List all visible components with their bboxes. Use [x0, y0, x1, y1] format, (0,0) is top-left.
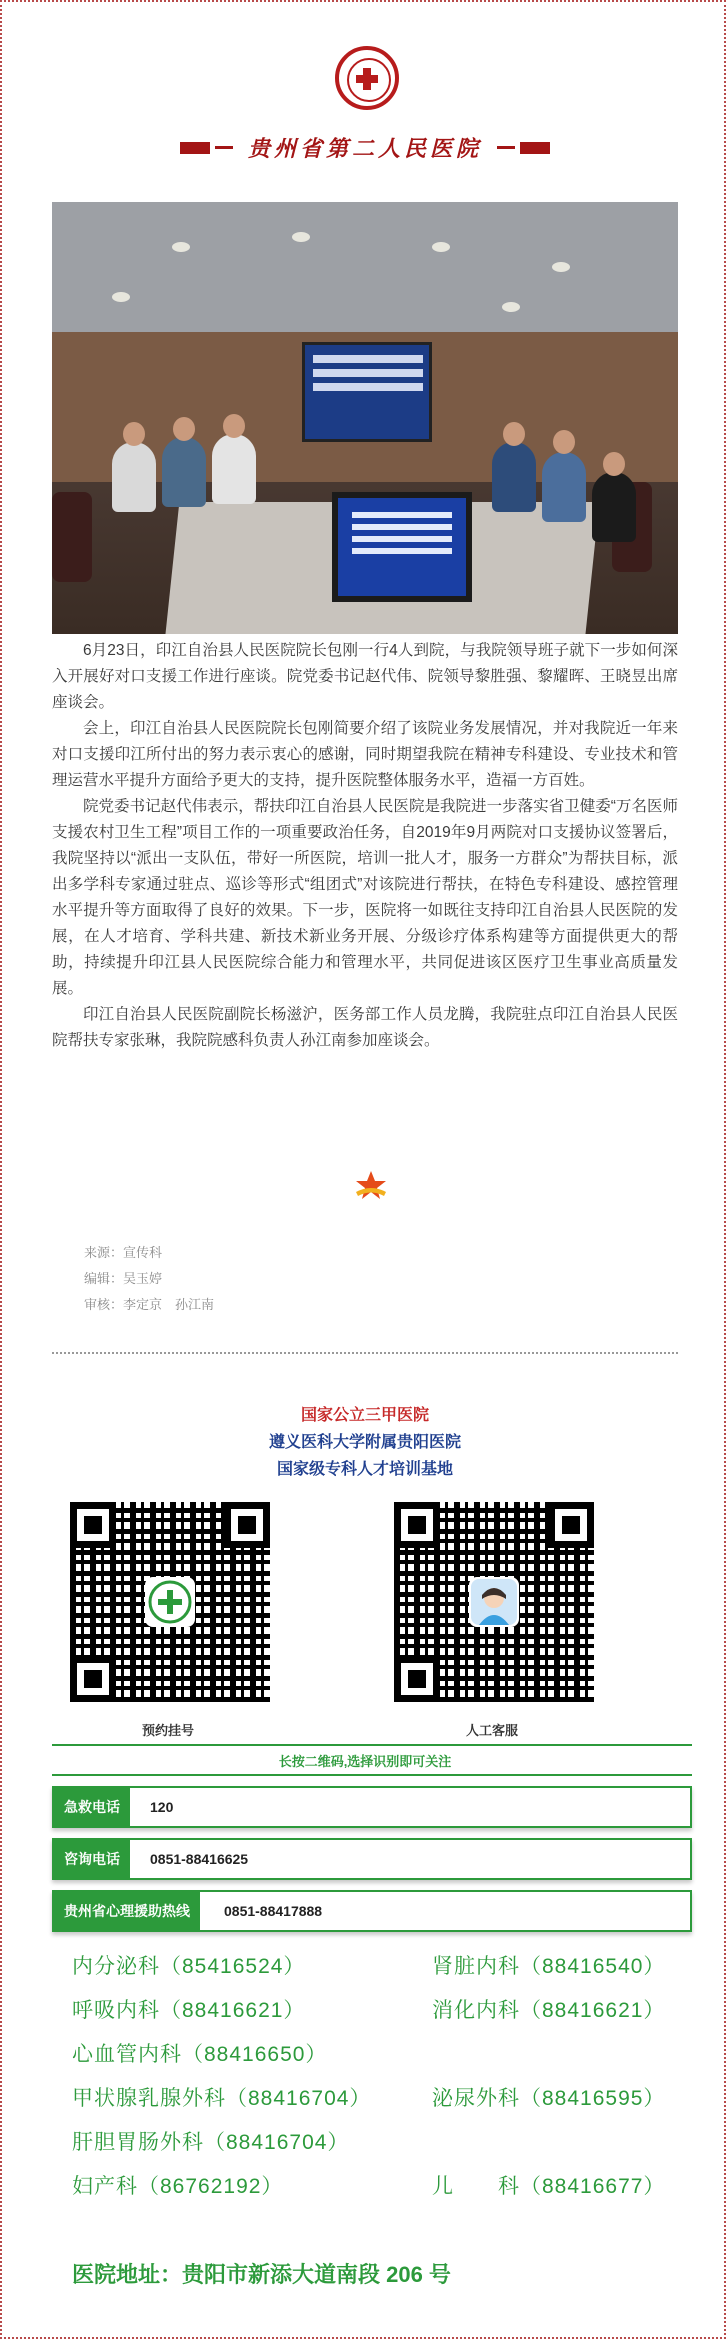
article-body — [52, 638, 678, 1054]
banner-right-line — [497, 146, 515, 149]
hospital-logo-icon — [145, 1577, 195, 1627]
qr-right-label: 人工客服 — [466, 1723, 519, 1738]
article-paragraph-4: 印江自治县人民医院副院长杨滋沪，医务部工作人员龙腾，我院驻点印江自治县人民医院帮扶专家张琳，我院院感科负责人孙江南参加座谈会。 — [52, 1006, 678, 1049]
dept-gastroenterology: 消化内科（88416621） — [432, 1999, 666, 2022]
phone-label: 咨询电话 — [54, 1840, 130, 1878]
green-rule-top — [52, 1744, 692, 1746]
dept-urology: 泌尿外科（88416595） — [432, 2087, 666, 2110]
phone-label: 贵州省心理援助热线 — [54, 1892, 200, 1930]
tagline-tier: 国家公立三甲医院 — [300, 1407, 429, 1424]
qr-left-label: 预约挂号 — [142, 1723, 195, 1738]
hospital-logo — [335, 46, 399, 110]
article-paragraph-3: 院党委书记赵代伟表示，帮扶印江自治县人民医院是我院进一步落实省卫健委“万名医师支援农村卫生工程”项目工作的一项重要政治任务，自2019年9月两院对口支援协议签署后，我院坚持以“派出一支队伍，带好一所医院，培训一批人才，服务一方群众”为帮扶目标，派出多学科专家通过驻点、巡诊等形式“组团式”对该院进行帮扶，在特色专科建设、感控管理水平提升等方面取得了良好的效果。下一步，医院将一如既往支持印江自治县人民医院的发展，在人才培育、学科共建、新技术新业务开展、分级诊疗体系构建等方面提供更大的帮助，持续提升印江县人民医院综合能力和管理水平，共同促进该区医疗卫生事业高质量发展。 — [52, 798, 678, 997]
dept-pediatrics: 儿 科（88416677） — [432, 2175, 666, 2198]
article-paragraph-1: 6月23日，印江自治县人民医院院长包刚一行4人到院，与我院领导班子就下一步如何深入开展好对口支援工作进行座谈。院党委书记赵代伟、院领导黎胜强、黎耀晖、王晓昱出席座谈会。 — [52, 642, 678, 711]
credit-editor: 编辑：吴玉婷 — [84, 1271, 163, 1286]
article-paragraph-2: 会上，印江自治县人民医院院长包刚简要介绍了该院业务发展情况，并对我院近一年来对口支援印江所付出的努力表示衷心的感谢，同时期望我院在精神专科建设、专业技术和管理运营水平提升方面给予更大的支持，提升医院整体服务水平，造福一方百姓。 — [52, 720, 678, 789]
meeting-photo — [52, 202, 678, 634]
star-icon — [354, 1170, 388, 1200]
phone-row-emergency[interactable] — [52, 1786, 692, 1828]
phone-row-psych-hotline[interactable] — [52, 1890, 692, 1932]
hospital-address: 医院地址：贵阳市新添大道南段 206 号 — [72, 2262, 451, 2287]
credit-reviewer: 审核：李定京 孙江南 — [84, 1297, 215, 1312]
banner-left-line — [215, 146, 233, 149]
tagline-training-base: 国家级专科人才培训基地 — [276, 1461, 453, 1478]
appointment-qr-code[interactable] — [70, 1502, 270, 1702]
banner-right-bar — [520, 142, 550, 154]
hospital-name: 贵州省第二人民医院 — [247, 136, 482, 162]
qr-hint: 长按二维码,选择识别即可关注 — [278, 1754, 452, 1769]
credits — [84, 1240, 214, 1318]
hospital-banner — [2, 132, 726, 162]
dept-obstetrics-gynecology: 妇产科（86762192） — [72, 2175, 284, 2198]
banner-left-bar — [180, 142, 210, 154]
credit-source: 来源：宣传科 — [84, 1245, 163, 1260]
phone-number: 0851-88416625 — [150, 1851, 249, 1867]
dept-thyroid-breast-surgery: 甲状腺乳腺外科（88416704） — [72, 2087, 372, 2110]
nurse-avatar-icon — [469, 1577, 519, 1627]
customer-service-qr-code[interactable] — [394, 1502, 594, 1702]
phone-number: 0851-88417888 — [224, 1903, 323, 1919]
phone-label: 急救电话 — [54, 1788, 130, 1826]
phone-number: 120 — [150, 1799, 174, 1815]
dept-respiratory: 呼吸内科（88416621） — [72, 1999, 306, 2022]
dept-cardiology: 心血管内科（88416650） — [72, 2043, 328, 2066]
dept-endocrinology: 内分泌科（85416524） — [72, 1955, 306, 1978]
dept-hepatobiliary-gi-surgery: 肝胆胃肠外科（88416704） — [72, 2131, 350, 2154]
section-divider — [52, 1352, 678, 1354]
tagline-affiliation: 遵义医科大学附属贵阳医院 — [268, 1434, 461, 1451]
green-rule-bottom — [52, 1774, 692, 1776]
phone-row-consult[interactable] — [52, 1838, 692, 1880]
dept-nephrology: 肾脏内科（88416540） — [432, 1955, 666, 1978]
